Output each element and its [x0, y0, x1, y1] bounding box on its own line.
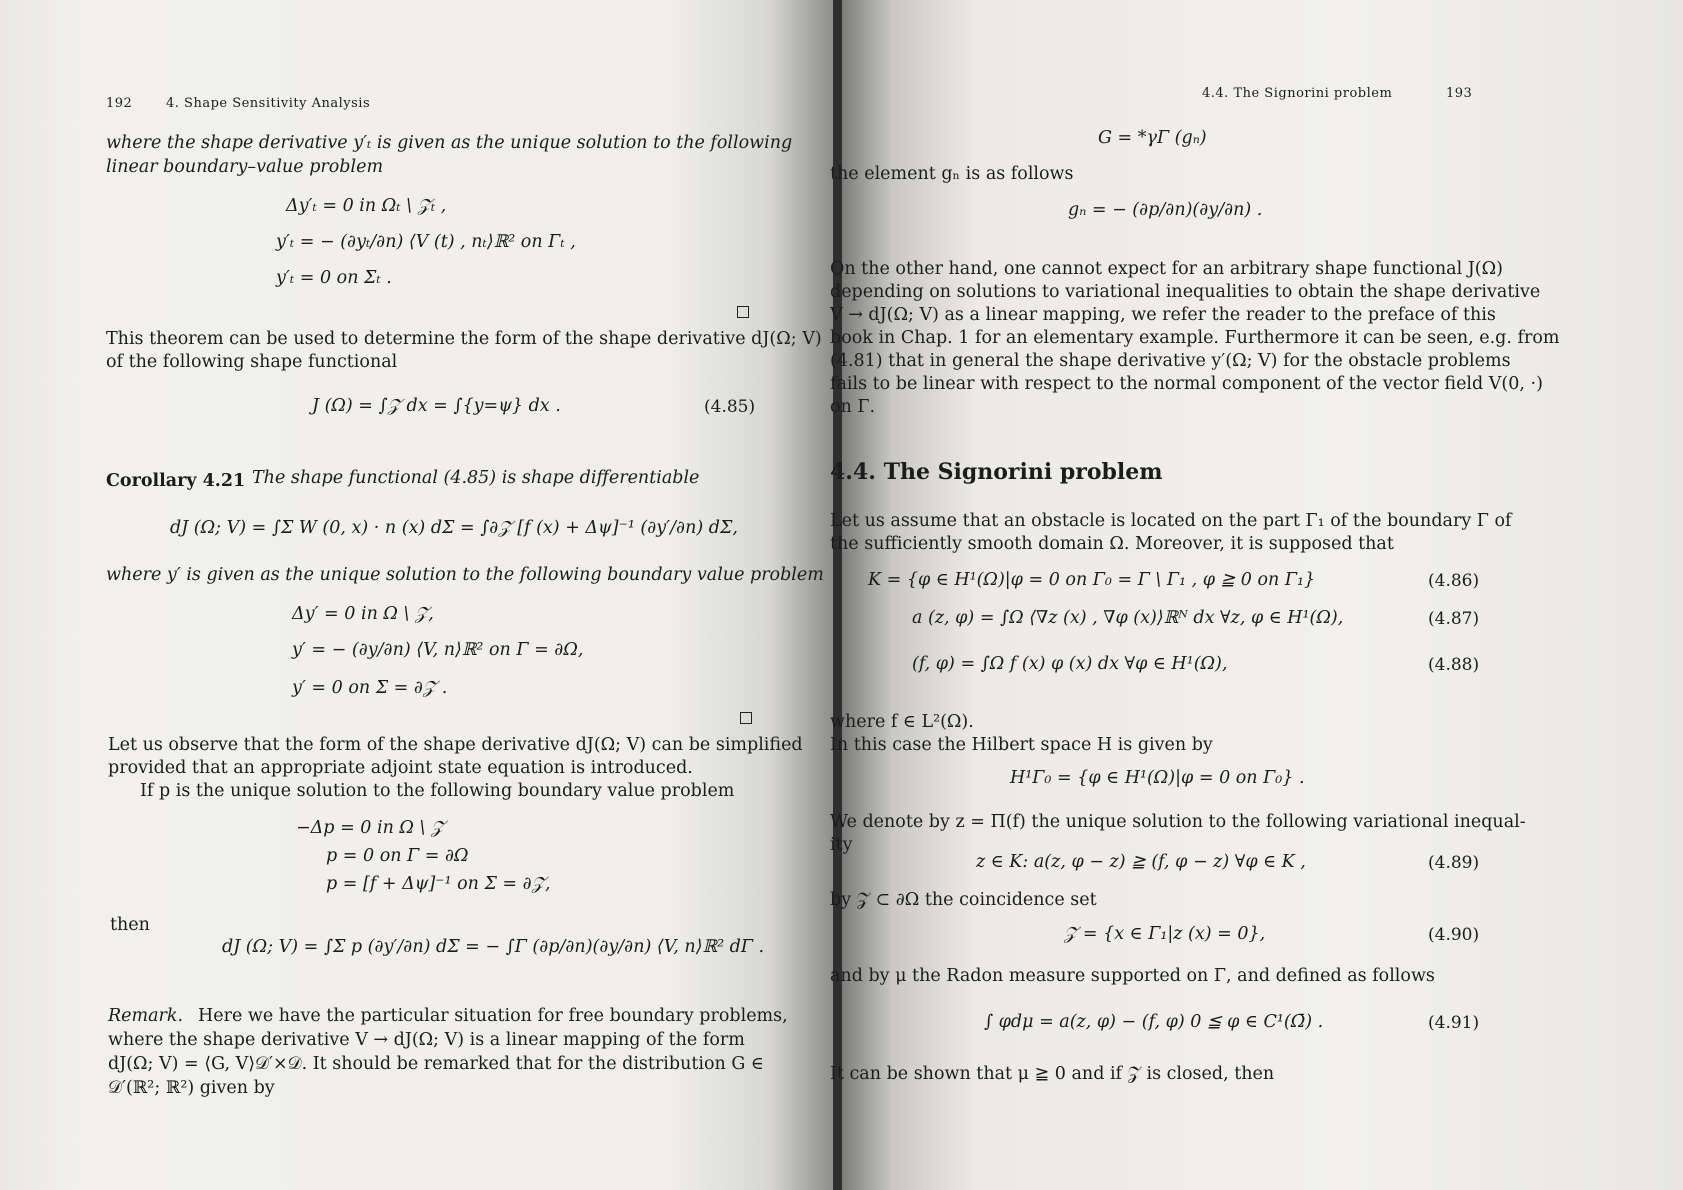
paragraph-line: the sufficiently smooth domain Ω. Moreover, it is supposed that	[830, 534, 1394, 554]
page-number: 193	[1446, 86, 1473, 101]
equation-4-86: K = {φ ∈ H¹(Ω)|φ = 0 on Γ₀ = Γ \ Γ₁ , φ ≧ 0 on Γ₁}	[868, 570, 1316, 590]
equation-line: Δy′ = 0 in Ω \ 𝒵,	[292, 604, 434, 624]
paragraph-line: depending on solutions to variational inequalities to obtain the shape derivative	[830, 282, 1541, 302]
shape-derivative-formula: dJ (Ω; V) = ∫Σ W (0, x) · n (x) dΣ = ∫∂𝒵 [f (x) + Δψ]⁻¹ (∂y′/∂n) dΣ,	[170, 518, 738, 538]
equation-line: p = [f + Δψ]⁻¹ on Σ = ∂𝒵,	[326, 874, 551, 894]
page-number: 192	[106, 96, 133, 111]
paragraph-line: the element gₙ is as follows	[830, 164, 1074, 184]
paragraph-line: ity	[830, 835, 853, 855]
equation-number: (4.87)	[1428, 609, 1480, 629]
paragraph-line: where y′ is given as the unique solution to the following boundary value problem	[106, 565, 824, 585]
equation-number: (4.86)	[1428, 571, 1480, 591]
intro-line: linear boundary–value problem	[106, 157, 384, 177]
equation-number: (4.91)	[1428, 1013, 1480, 1033]
paragraph-line: V → dJ(Ω; V) as a linear mapping, we refer the reader to the preface of this	[830, 305, 1496, 325]
paragraph-line: fails to be linear with respect to the normal component of the vector field V(0, ·)	[830, 374, 1543, 394]
paragraph-line: Let us observe that the form of the shape derivative dJ(Ω; V) can be simplified	[108, 735, 803, 755]
equation-4-90: 𝒵 = {x ∈ Γ₁|z (x) = 0},	[1064, 924, 1266, 944]
remark-line: dJ(Ω; V) = ⟨G, V⟩𝒟′×𝒟. It should be remarked that for the distribution G ∈	[108, 1054, 764, 1074]
paragraph-line: of the following shape functional	[106, 352, 398, 372]
equation-line: −Δp = 0 in Ω \ 𝒵	[296, 818, 445, 838]
equation-4-91: ∫ φdμ = a(z, φ) − (f, φ) 0 ≦ φ ∈ C¹(Ω̄) .	[984, 1012, 1324, 1032]
remark-line: Here we have the particular situation for free boundary problems,	[198, 1006, 788, 1026]
paragraph-line: provided that an appropriate adjoint state equation is introduced.	[108, 758, 693, 778]
equation-line: p = 0 on Γ = ∂Ω	[326, 846, 469, 866]
equation-number: (4.88)	[1428, 655, 1480, 675]
equation-number: (4.89)	[1428, 853, 1480, 873]
running-head: 4.4. The Signorini problem	[1202, 86, 1393, 101]
paragraph-line: On the other hand, one cannot expect for an arbitrary shape functional J(Ω)	[830, 259, 1503, 279]
running-head: 4. Shape Sensitivity Analysis	[166, 96, 371, 111]
equation-number: (4.90)	[1428, 925, 1480, 945]
equation-line: G = *γΓ (gₙ)	[1098, 128, 1207, 148]
qed-box	[740, 712, 752, 724]
paragraph-line: We denote by z = Π(f) the unique solution to the following variational inequal-	[830, 812, 1526, 832]
equation-4-89: z ∈ K: a(z, φ − z) ≧ (f, φ − z) ∀φ ∈ K ,	[976, 852, 1306, 872]
equation-line: y′ = − (∂y/∂n) ⟨V, n⟩ℝ² on Γ = ∂Ω,	[292, 640, 584, 660]
left-page	[0, 0, 836, 1190]
qed-box	[737, 306, 749, 318]
corollary-text: The shape functional (4.85) is shape differentiable	[252, 468, 700, 488]
remark-label: Remark.	[108, 1006, 184, 1026]
equation-number: (4.85)	[704, 397, 756, 417]
equation-line: gₙ = − (∂p/∂n)(∂y/∂n) .	[1068, 200, 1263, 220]
equation-line: y′ = 0 on Σ = ∂𝒵 .	[292, 678, 448, 698]
paragraph-line: (4.81) that in general the shape derivative y′(Ω; V) for the obstacle problems	[830, 351, 1511, 371]
then-word: then	[110, 915, 150, 935]
adjoint-formula: dJ (Ω; V) = ∫Σ p (∂y′/∂n) dΣ = − ∫Γ (∂p/∂n)(∂y/∂n) ⟨V, n⟩ℝ² dΓ .	[222, 937, 765, 957]
paragraph-line: where f ∈ L²(Ω).	[830, 712, 974, 732]
equation-line: Δy′ₜ = 0 in Ωₜ \ 𝒵ₜ ,	[286, 196, 447, 216]
equation-line: y′ₜ = − (∂yₜ/∂n) ⟨V (t) , nₜ⟩ℝ² on Γₜ ,	[276, 232, 576, 252]
paragraph-line: by 𝒵 ⊂ ∂Ω the coincidence set	[830, 890, 1097, 910]
paragraph-line: and by μ the Radon measure supported on Γ, and defined as follows	[830, 966, 1435, 986]
paragraph-line: In this case the Hilbert space H is given by	[830, 735, 1213, 755]
paragraph-line: book in Chap. 1 for an elementary example. Furthermore it can be seen, e.g. from	[830, 328, 1560, 348]
paragraph-line: on Γ.	[830, 397, 876, 417]
section-title: 4.4. The Signorini problem	[830, 459, 1163, 485]
equation-4-88: (f, φ) = ∫Ω f (x) φ (x) dx ∀φ ∈ H¹(Ω),	[912, 654, 1228, 674]
paragraph-line: This theorem can be used to determine the form of the shape derivative dJ(Ω; V)	[106, 329, 822, 349]
intro-line: where the shape derivative y′ₜ is given as the unique solution to the following	[106, 133, 793, 153]
paragraph-line: If p is the unique solution to the following boundary value problem	[140, 781, 735, 801]
remark-line: where the shape derivative V → dJ(Ω; V) is a linear mapping of the form	[108, 1030, 745, 1050]
right-page	[830, 0, 1683, 1190]
hilbert-space-equation: H¹Γ₀ = {φ ∈ H¹(Ω)|φ = 0 on Γ₀} .	[1010, 768, 1305, 788]
paragraph-line: Let us assume that an obstacle is located on the part Γ₁ of the boundary Γ of	[830, 511, 1512, 531]
remark-line: 𝒟′(ℝ²; ℝ²) given by	[108, 1078, 275, 1098]
paragraph-line: It can be shown that μ ≧ 0 and if 𝒵 is closed, then	[830, 1064, 1275, 1084]
equation-4-85: J (Ω) = ∫𝒵 dx = ∫{y=ψ} dx .	[312, 396, 561, 416]
equation-4-87: a (z, φ) = ∫Ω ⟨∇z (x) , ∇φ (x)⟩ℝᴺ dx ∀z, φ ∈ H¹(Ω),	[912, 608, 1344, 628]
corollary-label: Corollary 4.21	[106, 471, 246, 491]
equation-line: y′ₜ = 0 on Σₜ .	[276, 268, 392, 288]
